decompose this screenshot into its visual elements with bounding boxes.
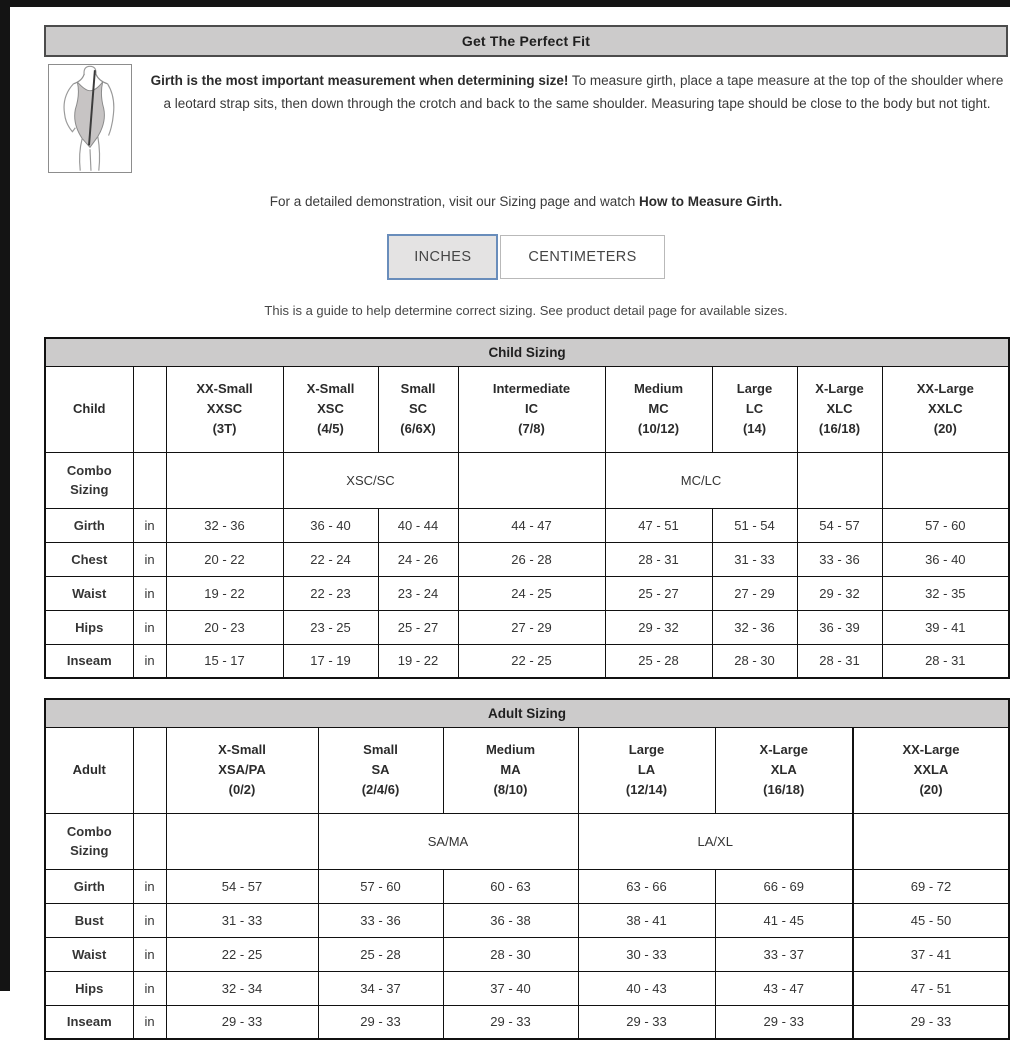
size-cell: 36 - 38 — [443, 903, 578, 937]
leotard-figure-icon — [49, 65, 131, 172]
size-cell: 32 - 36 — [166, 508, 283, 542]
girth-measurement-illustration — [48, 64, 132, 173]
inches-button[interactable]: INCHES — [387, 234, 498, 280]
adult-combo-label: Combo Sizing — [45, 813, 133, 869]
child-waist-row — [45, 576, 1009, 610]
size-cell: 32 - 34 — [166, 971, 318, 1005]
demo-line — [44, 194, 1008, 209]
column-header-ma: Medium MA (8/10) — [443, 727, 578, 813]
column-header-xsc: X-Small XSC (4/5) — [283, 366, 378, 452]
combo-unit-cell — [133, 452, 166, 508]
size-cell: 24 - 25 — [458, 576, 605, 610]
unit-cell: in — [133, 644, 166, 678]
unit-toggle — [44, 234, 1008, 280]
size-cell: 22 - 23 — [283, 576, 378, 610]
combo-group-la-xl: LA/XL — [578, 813, 853, 869]
size-cell: 47 - 51 — [853, 971, 1009, 1005]
unit-cell: in — [133, 576, 166, 610]
size-cell: 33 - 37 — [715, 937, 853, 971]
unit-cell: in — [133, 937, 166, 971]
unit-cell: in — [133, 971, 166, 1005]
size-cell: 45 - 50 — [853, 903, 1009, 937]
size-cell: 25 - 27 — [605, 576, 712, 610]
column-header-xla: X-Large XLA (16/18) — [715, 727, 853, 813]
column-header-sc: Small SC (6/6X) — [378, 366, 458, 452]
size-cell: 39 - 41 — [882, 610, 1009, 644]
row-label: Hips — [45, 610, 133, 644]
combo-empty-cell — [166, 813, 318, 869]
size-cell: 29 - 33 — [318, 1005, 443, 1039]
size-cell: 36 - 40 — [283, 508, 378, 542]
size-cell: 33 - 36 — [318, 903, 443, 937]
adult-row-header: Adult — [45, 727, 133, 813]
size-cell: 36 - 40 — [882, 542, 1009, 576]
child-table-title: Child Sizing — [45, 338, 1009, 366]
size-cell: 23 - 24 — [378, 576, 458, 610]
unit-cell: in — [133, 869, 166, 903]
size-cell: 31 - 33 — [166, 903, 318, 937]
size-cell: 22 - 25 — [458, 644, 605, 678]
size-cell: 32 - 35 — [882, 576, 1009, 610]
unit-cell: in — [133, 542, 166, 576]
how-to-measure-girth-link: How to Measure Girth. — [638, 194, 783, 209]
size-cell: 28 - 30 — [443, 937, 578, 971]
size-cell: 28 - 31 — [882, 644, 1009, 678]
size-cell: 15 - 17 — [166, 644, 283, 678]
size-cell: 69 - 72 — [853, 869, 1009, 903]
combo-empty-cell — [797, 452, 882, 508]
size-cell: 28 - 31 — [797, 644, 882, 678]
size-cell: 22 - 24 — [283, 542, 378, 576]
size-cell: 20 - 23 — [166, 610, 283, 644]
size-cell: 29 - 33 — [715, 1005, 853, 1039]
size-cell: 29 - 33 — [443, 1005, 578, 1039]
adult-waist-row — [45, 937, 1009, 971]
girth-instructions — [132, 64, 1008, 173]
size-cell: 66 - 69 — [715, 869, 853, 903]
sizing-guide-content — [44, 25, 1008, 1040]
size-cell: 40 - 44 — [378, 508, 458, 542]
combo-group-sa-ma: SA/MA — [318, 813, 578, 869]
girth-instructions-rest: To measure girth, place a tape measure at the top of the shoulder where a leotard strap sits, then down through the crotch and back to the same shoulder. Measuring tape should be close to the body but not tight. — [163, 73, 1004, 111]
combo-empty-cell — [166, 452, 283, 508]
child-hips-row — [45, 610, 1009, 644]
sizing-note: This is a guide to help determine correct sizing. See product detail page for available sizes. — [264, 303, 788, 318]
adult-table-title: Adult Sizing — [45, 699, 1009, 727]
row-label: Girth — [45, 508, 133, 542]
adult-inseam-row — [45, 1005, 1009, 1039]
size-cell: 29 - 32 — [605, 610, 712, 644]
column-header-lc: Large LC (14) — [712, 366, 797, 452]
row-label: Girth — [45, 869, 133, 903]
row-label: Chest — [45, 542, 133, 576]
size-cell: 63 - 66 — [578, 869, 715, 903]
combo-empty-cell — [458, 452, 605, 508]
row-label: Inseam — [45, 644, 133, 678]
row-label: Hips — [45, 971, 133, 1005]
size-cell: 27 - 29 — [458, 610, 605, 644]
size-cell: 29 - 33 — [853, 1005, 1009, 1039]
size-cell: 44 - 47 — [458, 508, 605, 542]
girth-instructions-bold: Girth is the most important measurement when determining size! — [150, 73, 569, 88]
size-cell: 54 - 57 — [797, 508, 882, 542]
size-cell: 33 - 36 — [797, 542, 882, 576]
demo-line-text: For a detailed demonstration, visit our Sizing page and watch — [269, 194, 639, 209]
column-header-xxla: XX-Large XXLA (20) — [853, 727, 1009, 813]
size-cell: 60 - 63 — [443, 869, 578, 903]
size-cell: 41 - 45 — [715, 903, 853, 937]
size-cell: 27 - 29 — [712, 576, 797, 610]
size-cell: 34 - 37 — [318, 971, 443, 1005]
adult-sizing-table — [44, 698, 1010, 1040]
row-label: Bust — [45, 903, 133, 937]
size-cell: 17 - 19 — [283, 644, 378, 678]
size-cell: 47 - 51 — [605, 508, 712, 542]
size-cell: 29 - 33 — [166, 1005, 318, 1039]
size-cell: 57 - 60 — [318, 869, 443, 903]
column-header-xxlc: XX-Large XXLC (20) — [882, 366, 1009, 452]
size-cell: 30 - 33 — [578, 937, 715, 971]
combo-unit-cell — [133, 813, 166, 869]
page-frame-left — [0, 0, 10, 991]
column-header-xlc: X-Large XLC (16/18) — [797, 366, 882, 452]
size-cell: 43 - 47 — [715, 971, 853, 1005]
size-cell: 20 - 22 — [166, 542, 283, 576]
page-title-text: Get The Perfect Fit — [461, 33, 591, 49]
column-header-mc: Medium MC (10/12) — [605, 366, 712, 452]
size-cell: 38 - 41 — [578, 903, 715, 937]
child-inseam-row — [45, 644, 1009, 678]
size-cell: 32 - 36 — [712, 610, 797, 644]
size-cell: 25 - 28 — [318, 937, 443, 971]
row-label: Inseam — [45, 1005, 133, 1039]
child-combo-label: Combo Sizing — [45, 452, 133, 508]
size-cell: 40 - 43 — [578, 971, 715, 1005]
size-cell: 29 - 33 — [578, 1005, 715, 1039]
combo-group-mc-lc: MC/LC — [605, 452, 797, 508]
row-label: Waist — [45, 576, 133, 610]
column-header-xxsc: XX-Small XXSC (3T) — [166, 366, 283, 452]
column-header-sa: Small SA (2/4/6) — [318, 727, 443, 813]
intro-section — [44, 64, 1008, 173]
size-cell: 37 - 41 — [853, 937, 1009, 971]
unit-cell: in — [133, 903, 166, 937]
size-cell: 29 - 32 — [797, 576, 882, 610]
unit-header-cell — [133, 366, 166, 452]
size-cell: 24 - 26 — [378, 542, 458, 576]
size-cell: 28 - 31 — [605, 542, 712, 576]
combo-empty-cell — [882, 452, 1009, 508]
child-chest-row — [45, 542, 1009, 576]
column-header-la: Large LA (12/14) — [578, 727, 715, 813]
unit-header-cell — [133, 727, 166, 813]
size-cell: 28 - 30 — [712, 644, 797, 678]
row-label: Waist — [45, 937, 133, 971]
size-cell: 23 - 25 — [283, 610, 378, 644]
unit-cell: in — [133, 508, 166, 542]
adult-girth-row — [45, 869, 1009, 903]
size-cell: 26 - 28 — [458, 542, 605, 576]
size-cell: 19 - 22 — [378, 644, 458, 678]
page-title — [44, 25, 1008, 57]
child-girth-row — [45, 508, 1009, 542]
size-cell: 54 - 57 — [166, 869, 318, 903]
size-cell: 31 - 33 — [712, 542, 797, 576]
size-cell: 37 - 40 — [443, 971, 578, 1005]
column-header-xsa: X-Small XSA/PA (0/2) — [166, 727, 318, 813]
unit-cell: in — [133, 610, 166, 644]
unit-cell: in — [133, 1005, 166, 1039]
column-header-ic: Intermediate IC (7/8) — [458, 366, 605, 452]
size-cell: 36 - 39 — [797, 610, 882, 644]
combo-group-xsc-sc: XSC/SC — [283, 452, 458, 508]
child-row-header: Child — [45, 366, 133, 452]
adult-hips-row — [45, 971, 1009, 1005]
size-cell: 57 - 60 — [882, 508, 1009, 542]
centimeters-button[interactable]: CENTIMETERS — [500, 235, 664, 279]
page-frame-top — [0, 0, 1010, 7]
size-cell: 51 - 54 — [712, 508, 797, 542]
child-sizing-table — [44, 337, 1010, 679]
combo-empty-cell — [853, 813, 1009, 869]
size-cell: 25 - 28 — [605, 644, 712, 678]
size-cell: 19 - 22 — [166, 576, 283, 610]
size-cell: 25 - 27 — [378, 610, 458, 644]
size-cell: 22 - 25 — [166, 937, 318, 971]
adult-bust-row — [45, 903, 1009, 937]
